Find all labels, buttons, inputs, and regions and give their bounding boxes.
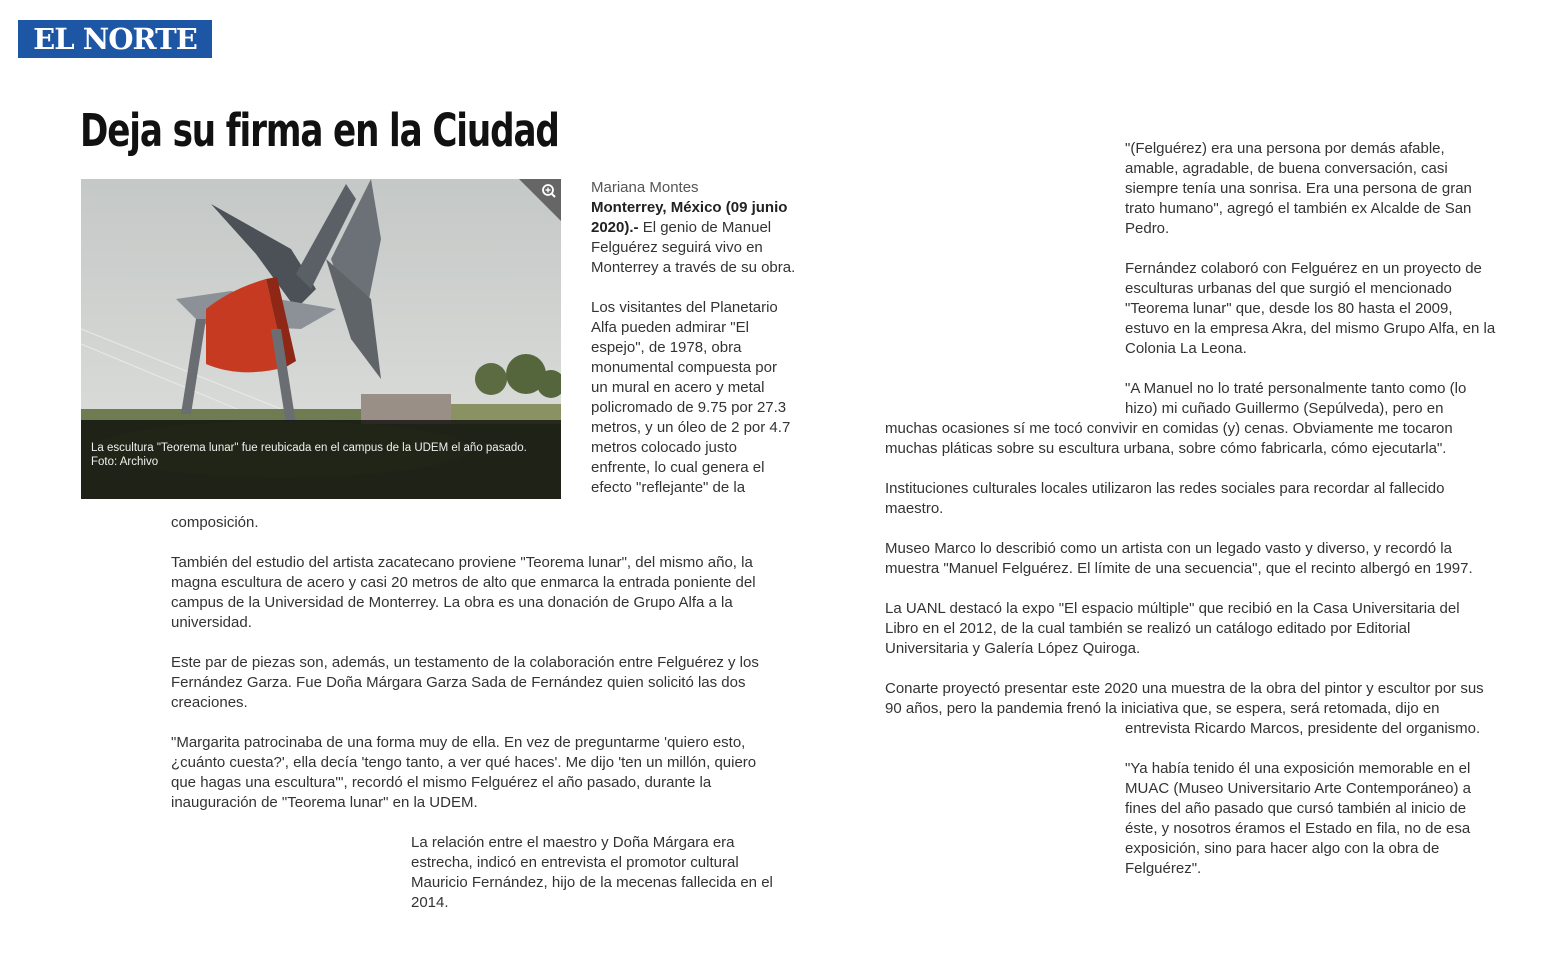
body-line: "Margarita patrocinaba de una forma muy de ella. En vez de preguntarme 'quiero esto, [171, 734, 746, 751]
body-line: campus de la Universidad de Monterrey. La obra es una donación de Grupo Alfa a la [171, 594, 733, 611]
body-line: amable, agradable, de buena conversación, casi [1125, 160, 1448, 177]
body-line: Felguérez seguirá vivo en [591, 239, 763, 256]
body-line: También del estudio del artista zacatecano proviene "Teorema lunar", del mismo año, la [171, 554, 753, 571]
body-line: 2014. [411, 894, 449, 911]
article-headline: Deja su firma en la Ciudad [80, 104, 559, 157]
body-line: policromado de 9.75 por 27.3 [591, 399, 787, 416]
body-line: Fernández Garza. Fue Doña Márgara Garza Sada de Fernández quien solicitó las dos [171, 674, 746, 691]
logo-text: EL NORTE [33, 22, 197, 56]
body-line: estuvo en la empresa Akra, del mismo Grupo Alfa, en la [1125, 320, 1496, 337]
body-line: Colonia La Leona. [1125, 340, 1247, 357]
body-line: efecto "reflejante" de la [591, 479, 746, 496]
body-line: 90 años, pero la pandemia frenó la iniciativa que, se espera, será retomada, dijo en [885, 700, 1440, 717]
body-line: trato humano", agregó el también ex Alcalde de San [1125, 200, 1472, 217]
lead-text: El genio de Manuel [642, 219, 772, 236]
body-line: hizo) mi cuñado Guillermo (Sepúlveda), pero en [1125, 400, 1444, 417]
caption-text: La escultura "Teorema lunar" fue reubicada en el campus de la UDEM el año pasado. [91, 442, 527, 454]
body-line: Los visitantes del Planetario [591, 299, 778, 316]
body-line: Conarte proyectó presentar este 2020 una muestra de la obra del pintor y escultor por sus [885, 680, 1484, 697]
body-line: "Ya había tenido él una exposición memorable en el [1125, 760, 1471, 777]
lead-paragraph [591, 198, 811, 238]
body-line: esculturas urbanas del que surgió el mencionado [1125, 280, 1452, 297]
body-line: MUAC (Museo Universitario Arte Contemporáneo) a [1125, 780, 1471, 797]
body-line: "Teorema lunar" que, desde los 80 hasta el 2009, [1125, 300, 1453, 317]
body-line: muchas pláticas sobre su escultura urbana, sobre cómo fabricarla, cómo ejecutarla". [885, 440, 1447, 457]
body-line: ¿cuánto cuesta?', ella decía 'tengo tanto, a ver qué haces'. Me dijo 'ten un millón, quiero [171, 754, 757, 771]
body-line: espejo", de 1978, obra [591, 339, 742, 356]
body-line: Alfa pueden admirar "El [591, 319, 749, 336]
body-line: estrecha, indicó en entrevista el promotor cultural [411, 854, 739, 871]
body-line: "(Felguérez) era una persona por demás afable, [1125, 140, 1445, 157]
body-line: magna escultura de acero y casi 20 metros de alto que enmarca la entrada poniente del [171, 574, 756, 591]
body-line: monumental compuesta por [591, 359, 777, 376]
article-photo[interactable] [81, 179, 561, 499]
magnifier-plus-icon [519, 179, 561, 221]
body-line: siempre tenía una sonrisa. Era una persona de gran [1125, 180, 1472, 197]
author-name: Mariana Montes [591, 179, 699, 196]
body-line: muestra "Manuel Felguérez. El límite de una secuencia", que el recinto albergó en 1997. [885, 560, 1473, 577]
body-line: La relación entre el maestro y Doña Márgara era [411, 834, 735, 851]
body-line: que hagas una escultura'", recordó el mismo Felguérez el año pasado, durante la [171, 774, 712, 791]
body-line: fines del año pasado que cursó también al inicio de [1125, 800, 1467, 817]
el-norte-logo[interactable] [18, 20, 212, 58]
photo-caption [81, 420, 561, 499]
body-line: metros, y un óleo de 2 por 4.7 [591, 419, 791, 436]
body-line: Mauricio Fernández, hijo de la mecenas fallecida en el [411, 874, 773, 891]
body-line: creaciones. [171, 694, 248, 711]
body-line: muchas ocasiones sí me tocó convivir en comidas (y) cenas. Obviamente me tocaron [885, 420, 1453, 437]
caption-credit: Foto: Archivo [91, 456, 159, 468]
body-line: Felguérez". [1125, 860, 1202, 877]
body-line: "A Manuel no lo traté personalmente tanto como (lo [1125, 380, 1467, 397]
body-line: exposición, sino para hacer algo con la obra de [1125, 840, 1440, 857]
body-line: entrevista Ricardo Marcos, presidente del organismo. [1125, 720, 1481, 737]
body-line: metros colocado justo [591, 439, 737, 456]
body-line: Fernández colaboró con Felguérez en un proyecto de [1125, 260, 1482, 277]
body-line: maestro. [885, 500, 944, 517]
body-line: inauguración de "Teorema lunar" en la UDEM. [171, 794, 478, 811]
body-line: La UANL destacó la expo "El espacio múltiple" que recibió en la Casa Universitaria del [885, 600, 1460, 617]
zoom-button[interactable] [519, 179, 561, 221]
body-line: composición. [171, 514, 259, 531]
body-line: éste, y nosotros éramos el Estado en fila, no de esa [1125, 820, 1471, 837]
body-line: Este par de piezas son, además, un testamento de la colaboración entre Felguérez y los [171, 654, 759, 671]
body-line: Monterrey a través de su obra. [591, 259, 796, 276]
body-line: Libro en el 2012, de la cual también se realizó un catálogo editado por Editorial [885, 620, 1411, 637]
body-line: Pedro. [1125, 220, 1170, 237]
body-line: enfrente, lo cual genera el [591, 459, 765, 476]
dateline: Monterrey, México (09 junio 2020).- [591, 199, 788, 236]
body-line: Museo Marco lo describió como un artista con un legado vasto y diverso, y recordó la [885, 540, 1452, 557]
body-line: Instituciones culturales locales utilizaron las redes sociales para recordar al fallecido [885, 480, 1445, 497]
body-line: un mural en acero y metal [591, 379, 765, 396]
body-line: universidad. [171, 614, 252, 631]
body-line: Universitaria y Galería López Quiroga. [885, 640, 1141, 657]
